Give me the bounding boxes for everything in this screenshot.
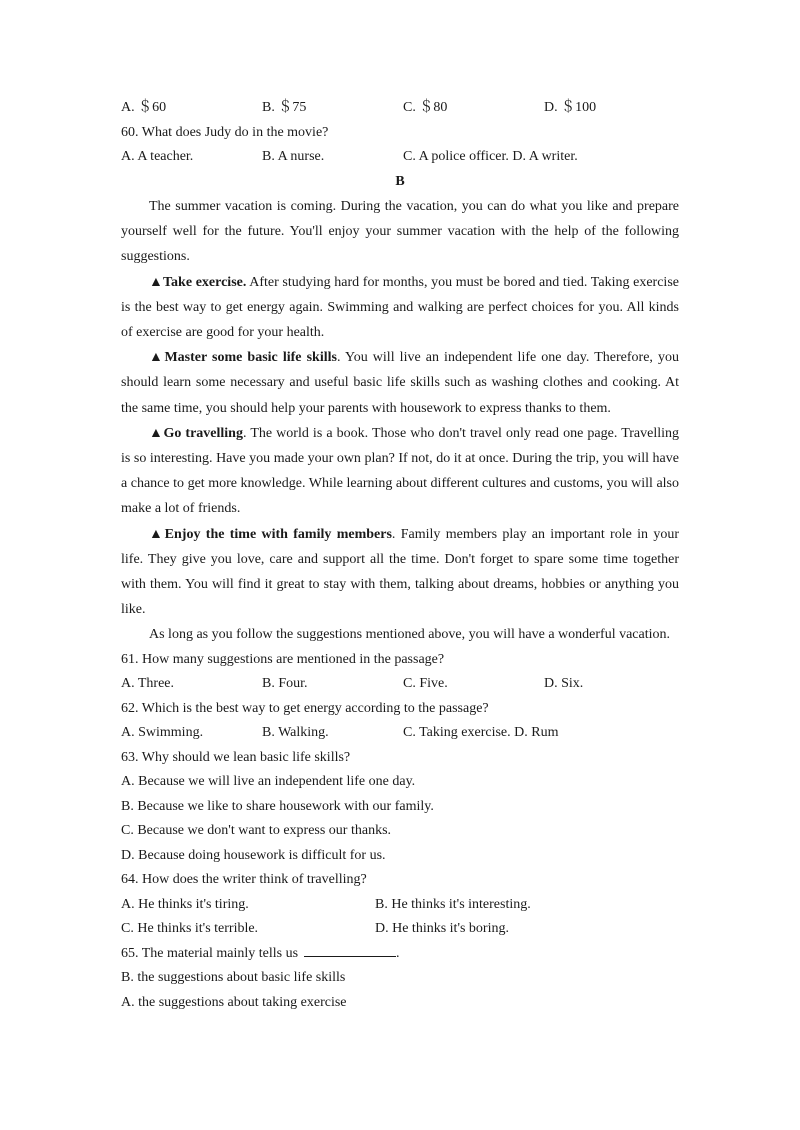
q59-option-d: D. ＄100 [544,100,597,115]
q60-option-cd: C. A police officer. D. A writer. [403,149,578,164]
q61-options [121,672,679,697]
q61-option-a: A. Three. [121,676,174,692]
suggestion-heading: ▲Go travelling [149,425,243,441]
q64-question: 64. How does the writer think of travelling? [121,872,367,888]
q64-options-row1 [121,893,679,918]
suggestion-heading: ▲Take exercise. [149,274,247,290]
q60-question: 60. What does Judy do in the movie? [121,124,329,140]
q65-question-line [121,942,679,967]
q62-options [121,721,679,746]
q59-option-c: C. ＄80 [403,100,448,115]
suggestion-text: . You will live an independent life one day. Therefore, you should learn some necessary and useful basic life skills such as washing clothes and cooking. At the same time, you should help your parents with housework to express thanks to them. [121,350,679,416]
suggestion-heading: ▲Enjoy the time with family members [149,526,392,542]
q63-option-d: D. Because doing housework is difficult for us. [121,847,386,863]
intro-paragraph: The summer vacation is coming. During the vacation, you can do what you like and prepare yourself well for the future. You'll enjoy your summer vacation with the help of the following suggestions. [121,199,679,265]
q62-option-cd: C. Taking exercise. D. Rum [403,725,559,741]
suggestion-paragraph [121,270,679,346]
q65-question: 65. The material mainly tells us [121,945,299,961]
answer-blank [304,942,396,957]
q59-option-b: B. ＄75 [262,100,307,115]
q62-question: 62. Which is the best way to get energy according to the passage? [121,700,489,716]
q64-option-c: C. He thinks it's terrible. [121,921,259,937]
q59-options [121,96,679,121]
q63-option-a: A. Because we will live an independent life one day. [121,774,416,790]
q61-option-d: D. Six. [544,676,584,692]
q62-option-b: B. Walking. [262,725,329,741]
suggestion-paragraph [121,345,679,421]
q65-end: . [396,945,400,961]
suggestion-text: . The world is a book. Those who don't travel only read one page. Travelling is so interesting. Have you made your own plan? If not, do it at once. During the trip, you will have a chance to get more knowledge. While learning about different cultures and customs, you will also make a lot of friends. [121,425,680,517]
suggestion-paragraph [121,522,679,623]
q59-option-a: A. ＄60 [121,100,167,115]
q62-option-a: A. Swimming. [121,725,204,741]
q63-option-b: B. Because we like to share housework with our family. [121,798,434,814]
q64-options-row2 [121,917,679,942]
q60-option-a: A. A teacher. [121,149,194,164]
suggestion-paragraph [121,421,679,522]
q61-option-c: C. Five. [403,676,448,692]
q65-option-a: A. the suggestions about taking exercise [121,994,347,1010]
q60-options [121,145,679,170]
suggestion-text: . Family members play an important role in your life. They give you love, care and support all the time. Don't forget to spare some time together with them. You will find it great to stay with them, talking about dreams, hobbies or anything you like. [121,526,680,618]
q64-option-d: D. He thinks it's boring. [375,921,509,937]
q63-option-c: C. Because we don't want to express our thanks. [121,823,392,839]
page-content [121,96,679,1015]
q64-option-b: B. He thinks it's interesting. [375,896,531,912]
suggestion-heading: ▲Master some basic life skills [149,350,337,366]
suggestion-text: After studying hard for months, you must be bored and tied. Taking exercise is the best way to get energy again. Swimming and walking are perfect choices for you. All kinds of exercise are good for your health. [121,274,679,341]
section-title: B [395,173,405,189]
q64-option-a: A. He thinks it's tiring. [121,896,249,912]
q63-question: 63. Why should we lean basic life skills? [121,749,351,765]
conclusion-paragraph: As long as you follow the suggestions mentioned above, you will have a wonderful vacation. [149,627,671,643]
q60-option-b: B. A nurse. [262,149,325,164]
q61-question: 61. How many suggestions are mentioned in the passage? [121,651,445,667]
q61-option-b: B. Four. [262,676,308,692]
q65-option-b: B. the suggestions about basic life skills [121,970,346,986]
